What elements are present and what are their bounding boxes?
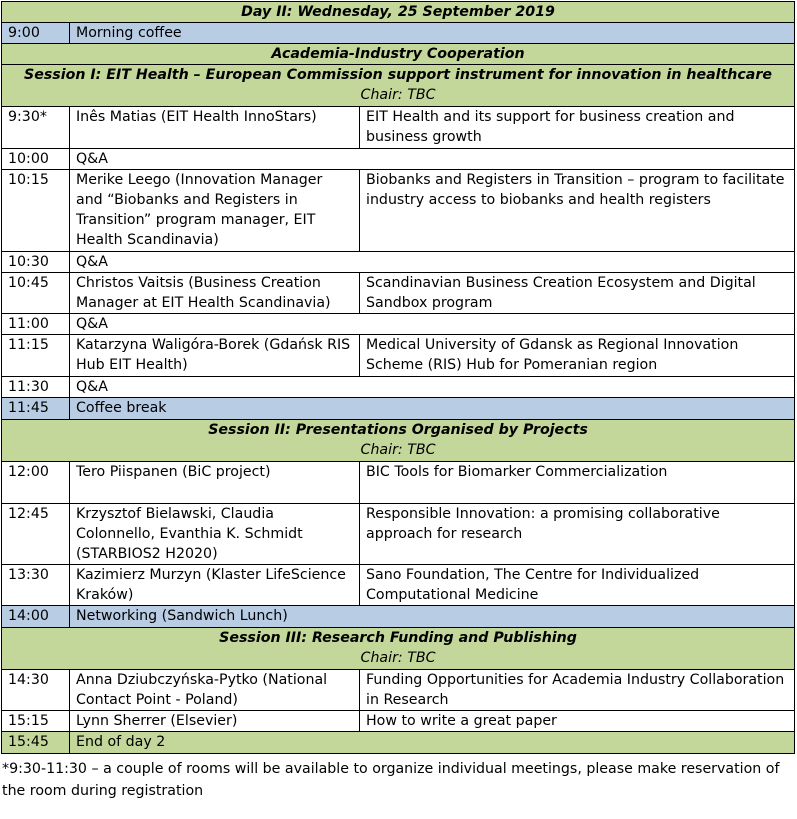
time-cell: 10:45 [2,273,70,314]
talk-row [2,670,795,711]
break-row [2,23,795,44]
speaker-cell: Inês Matias (EIT Health InnoStars) [70,107,360,149]
session-title: Session III: Research Funding and Publishing [219,630,577,646]
speaker-cell: Krzysztof Bielawski, Claudia Colonnello, Evanthia K. Schmidt (STARBIOS2 H2020) [70,504,360,565]
talk-row [2,107,795,149]
talk-row [2,273,795,314]
speaker-cell: Tero Piispanen (BiC project) [70,462,360,504]
session-title: Session II: Presentations Organised by Projects [208,422,588,438]
session-chair: Chair: TBC [360,650,436,666]
section-header-row [2,44,795,65]
time-cell: 15:45 [2,732,70,754]
topic-cell: Responsible Innovation: a promising collaborative approach for research [360,504,795,565]
topic-cell: EIT Health and its support for business creation and business growth [360,107,795,149]
talk-row [2,170,795,252]
talk-row [2,462,795,504]
topic-cell: Medical University of Gdansk as Regional Innovation Scheme (RIS) Hub for Pomeranian region [360,335,795,377]
topic-cell: How to write a great paper [360,711,795,732]
session-header-row [2,628,795,670]
footnote: *9:30-11:30 – a couple of rooms will be available to organize individual meetings, please make reservation of the room during registration [2,761,780,799]
speaker-cell: Merike Leego (Innovation Manager and “Biobanks and Registers in Transition” program manager, EIT Health Scandinavia) [70,170,360,252]
session-header-row [2,65,795,107]
time-cell: 10:15 [2,170,70,252]
time-cell: 15:15 [2,711,70,732]
activity-cell: Coffee break [70,398,795,420]
time-cell: 14:30 [2,670,70,711]
activity-cell: Q&A [70,149,795,170]
time-cell: 11:00 [2,314,70,335]
session-header [2,420,795,462]
topic-cell: BIC Tools for Biomarker Commercialization [360,462,795,504]
time-cell: 11:45 [2,398,70,420]
talk-row [2,565,795,606]
topic-cell: Scandinavian Business Creation Ecosystem and Digital Sandbox program [360,273,795,314]
session-header [2,65,795,107]
talk-row [2,711,795,732]
break-row [2,606,795,628]
time-cell: 9:30* [2,107,70,149]
time-cell: 12:00 [2,462,70,504]
qa-row [2,377,795,398]
session-header-row [2,420,795,462]
time-cell: 12:45 [2,504,70,565]
session-chair: Chair: TBC [360,87,436,103]
qa-row [2,149,795,170]
topic-cell: Biobanks and Registers in Transition – program to facilitate industry access to biobanks and health registers [360,170,795,252]
activity-cell: Q&A [70,377,795,398]
talk-row [2,504,795,565]
session-title: Session I: EIT Health – European Commission support instrument for innovation in healthcare [24,67,773,83]
qa-row [2,314,795,335]
activity-cell: Morning coffee [70,23,795,44]
schedule-table [1,1,795,754]
qa-row [2,252,795,273]
session-header [2,628,795,670]
session-chair: Chair: TBC [360,442,436,458]
time-cell: 10:00 [2,149,70,170]
time-cell: 13:30 [2,565,70,606]
topic-cell: Funding Opportunities for Academia Industry Collaboration in Research [360,670,795,711]
time-cell: 11:30 [2,377,70,398]
activity-cell: End of day 2 [70,732,795,754]
break-row [2,732,795,754]
speaker-cell: Anna Dziubczyńska-Pytko (National Contact Point - Poland) [70,670,360,711]
speaker-cell: Christos Vaitsis (Business Creation Manager at EIT Health Scandinavia) [70,273,360,314]
topic-cell: Sano Foundation, The Centre for Individualized Computational Medicine [360,565,795,606]
activity-cell: Networking (Sandwich Lunch) [70,606,795,628]
speaker-cell: Lynn Sherrer (Elsevier) [70,711,360,732]
speaker-cell: Katarzyna Waligóra-Borek (Gdańsk RIS Hub EIT Health) [70,335,360,377]
day-title-row [2,2,795,23]
break-row [2,398,795,420]
activity-cell: Q&A [70,252,795,273]
time-cell: 9:00 [2,23,70,44]
section-title: Academia-Industry Cooperation [2,44,795,65]
time-cell: 11:15 [2,335,70,377]
time-cell: 10:30 [2,252,70,273]
time-cell: 14:00 [2,606,70,628]
speaker-cell: Kazimierz Murzyn (Klaster LifeScience Kraków) [70,565,360,606]
day-title: Day II: Wednesday, 25 September 2019 [2,2,795,23]
activity-cell: Q&A [70,314,795,335]
talk-row [2,335,795,377]
